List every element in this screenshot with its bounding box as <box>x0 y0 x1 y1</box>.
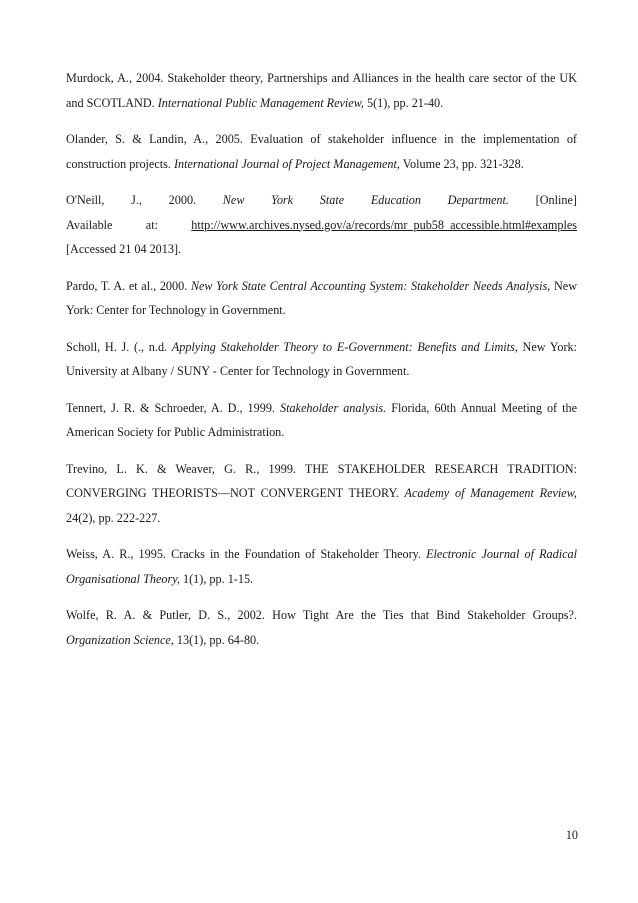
reference-word: [Online] <box>535 193 577 207</box>
reference-text: Weiss, A. R., 1995. Cracks in the Foundation of Stakeholder Theory. <box>66 547 427 561</box>
reference-text: Trevino, L. K. & Weaver, G. R., 1999. THE STAKEHOLDER RESEARCH TRADITION: CONVERGING THEORISTS—NOT CONVERGENT THEORY. <box>66 461 577 500</box>
page-number: 10 <box>565 828 578 842</box>
journal-title: International Public Management Review, <box>157 95 364 110</box>
reference-text: Scholl, H. J. (., n.d. <box>66 339 172 354</box>
reference-word: New <box>222 193 245 207</box>
journal-title: International Journal of Project Management, <box>173 156 400 171</box>
reference-accessed: [Accessed 21 04 2013]. <box>66 242 182 256</box>
reference-details: 13(1), pp. 64-80. <box>173 632 260 647</box>
reference-word: Education <box>370 193 421 207</box>
reference-details: 5(1), pp. 21-40. <box>363 95 444 110</box>
reference-pardo <box>66 274 577 323</box>
reference-details: Volume 23, pp. 321-328. <box>399 156 524 171</box>
reference-text: Murdock, A., 2004. Stakeholder theory, Partnerships and Alliances in the health care sector of the UK and SCOTLAND. <box>66 71 577 110</box>
reference-oneill-line2 <box>66 213 577 238</box>
reference-url-link[interactable]: http://www.archives.nysed.gov/a/records/mr_pub58_accessible.html#examples <box>191 217 577 232</box>
reference-tennert <box>66 396 577 445</box>
journal-title: New York State Central Accounting System: Stakeholder Needs Analysis, <box>190 278 551 293</box>
reference-details: 1(1), pp. 1-15. <box>179 571 254 586</box>
reference-text: Tennert, J. R. & Schroeder, A. D., 1999. <box>66 400 280 415</box>
reference-murdock <box>66 66 577 115</box>
reference-details: 24(2), pp. 222-227. <box>66 510 161 525</box>
reference-list <box>66 66 577 664</box>
journal-title: Stakeholder analysis. <box>279 400 387 415</box>
reference-text: Olander, S. & Landin, A., 2005. Evaluation of stakeholder influence in the implementation of construction projects. <box>66 132 577 171</box>
reference-word: 2000. <box>168 193 197 207</box>
reference-oneill-line1 <box>66 188 577 213</box>
reference-word: State <box>319 193 345 207</box>
reference-wolfe <box>66 603 577 652</box>
journal-title: Applying Stakeholder Theory to E-Government: Benefits and Limits, <box>171 339 518 354</box>
reference-word: J., <box>131 193 142 207</box>
reference-word: York <box>271 193 294 207</box>
reference-text: Pardo, T. A. et al., 2000. <box>66 278 191 293</box>
reference-details: New York: Center for Technology in Government. <box>66 278 577 317</box>
reference-word: at: <box>145 217 158 232</box>
reference-trevino <box>66 457 577 531</box>
reference-text: Wolfe, R. A. & Putler, D. S., 2002. How Tight Are the Ties that Bind Stakeholder Groups?. <box>66 608 577 622</box>
reference-word: Available <box>66 217 113 232</box>
journal-title: Organization Science, <box>66 632 174 647</box>
reference-word: Department. <box>447 193 509 207</box>
reference-olander <box>66 127 577 176</box>
reference-weiss <box>66 542 577 591</box>
reference-scholl <box>66 335 577 384</box>
reference-details: New York: University at Albany / SUNY - Center for Technology in Government. <box>66 339 578 378</box>
reference-details: Florida, 60th Annual Meeting of the American Society for Public Administration. <box>66 400 577 439</box>
reference-word: O'Neill, <box>66 193 105 207</box>
reference-oneill <box>66 188 577 262</box>
journal-title: Electronic Journal of Radical Organisational Theory, <box>66 547 577 586</box>
journal-title: Academy of Management Review, <box>404 486 577 500</box>
